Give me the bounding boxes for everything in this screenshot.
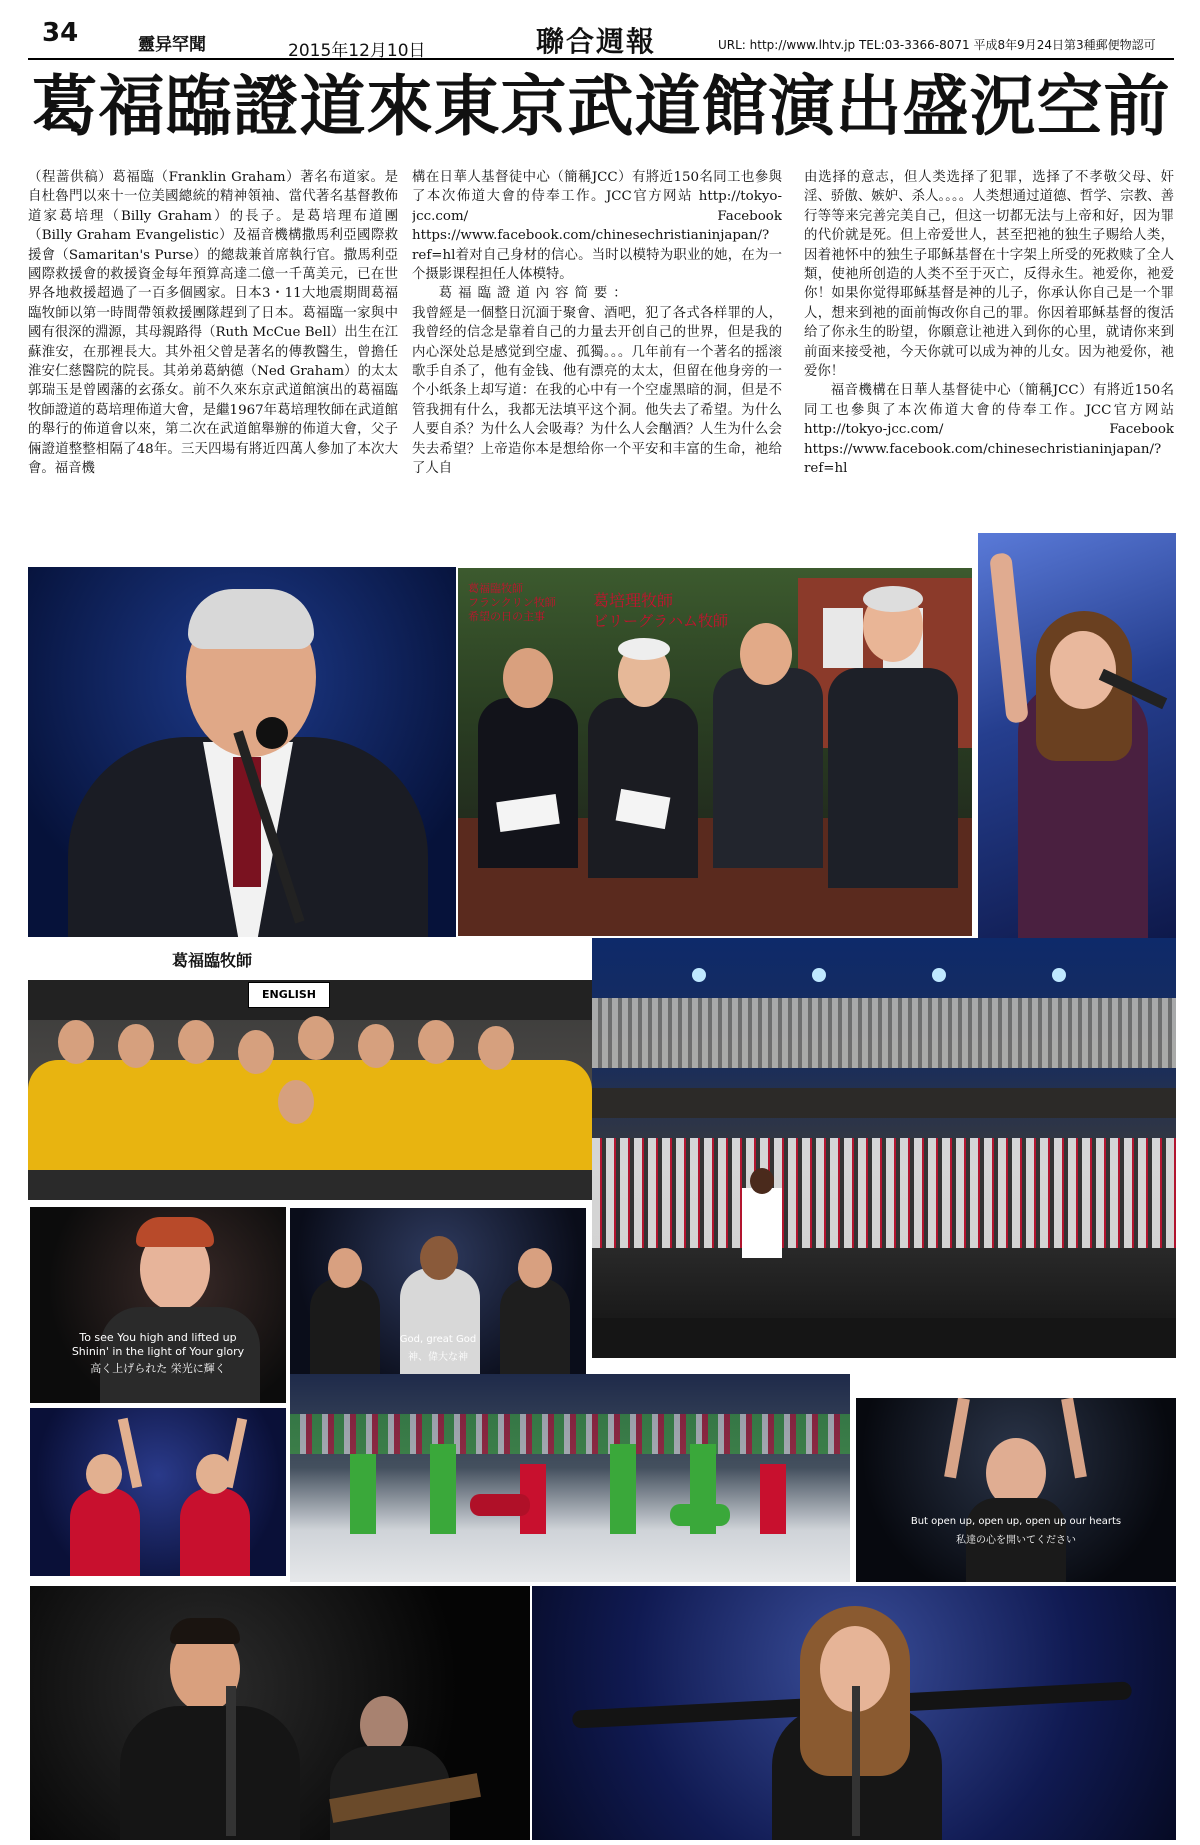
- photo-billy-graham-presidents: [458, 568, 972, 936]
- paper-logo: 聯合週報: [536, 25, 657, 58]
- lyrics-line: But open up, open up, open up our hearts: [910, 1516, 1122, 1527]
- lyrics-line: 高く上げられた 栄光に輝く: [90, 1362, 226, 1375]
- lyrics-line: God, great God: [399, 1334, 477, 1345]
- photo-overlay-label: 葛福臨牧師: [468, 582, 523, 595]
- photo-volunteers: [28, 980, 592, 1200]
- issue-date: 2015年12月10日: [288, 41, 426, 61]
- photo-overlay-label: 希望の日の主事: [468, 610, 545, 623]
- article-column-3: [804, 168, 1174, 546]
- photo-caption: 葛福臨牧師: [172, 951, 253, 970]
- article-text: 我曾經是一個整日沉湎于聚會、酒吧，犯了各式各样罪的人，我曾经的信念是靠着自己的力量去开创自己的世界，但是我的内心深处总是感觉到空虚、孤獨。。。几年前有一个著名的摇滚歌手自杀了，他有金钱、他有漂亮的太太，但留在他身旁的一个小纸条上却写道：在我的心中有一个空虚黑暗的洞，但是不管我拥有什么，我都无法填平这个洞。他失去了希望。为什么人要自杀？为什么人会吸毒？为什么人会酗酒？人生为什么会失去希望？上帝造你本是想给你一个平安和丰富的生命，祂给了人自: [412, 305, 782, 477]
- photo-overlay-label: 葛培理牧師: [593, 591, 674, 610]
- lyrics-line: 私達の心を開いてください: [956, 1535, 1076, 1546]
- article-column-1: [28, 168, 398, 546]
- photo-two-singers: [30, 1408, 286, 1576]
- headline: 葛福臨證道來東京武道館演出盛況空前: [31, 68, 1171, 145]
- article-subhead: 葛福臨證道內容简要：: [438, 286, 633, 302]
- english-sign: ENGLISH: [248, 982, 330, 1008]
- photo-bald-singer-lyrics: [856, 1398, 1176, 1582]
- lyrics-line: To see You high and lifted up: [79, 1331, 237, 1344]
- lyrics-line: Shinin' in the light of Your glory: [71, 1345, 245, 1358]
- photo-male-singer-guitarist: [30, 1586, 530, 1840]
- article-column-2: [412, 168, 782, 546]
- photo-overlay-label: フランクリン牧師: [468, 596, 556, 609]
- photo-female-singer-2: [532, 1586, 1176, 1840]
- article-text: （程蔷供稿）葛福臨（Franklin Graham）著名布道家。是自杜魯門以來十一位美國總統的精神領袖、當代著名基督教佈道家葛培理（Billy Graham）的長子。是葛培理布道團（Billy Graham Evangelistic）及福音機構撒馬利亞國際救援會（Samaritan's Purse）的總裁兼首席執行官。撒馬利亞國際救援會的救援資金每年預算高達二億一千萬美元，已在世界各地救援超過了一百多個國家。日本3・11大地震期間葛福臨牧師以第一時間帶領救援團隊趕到了日本。葛福臨一家與中國有很深的淵源，其母親路得（Ruth McCue Bell）出生在江蘇淮安，在那裡長大。其外祖父曾是著名的傳教醫生，曾擔任淮安仁慈醫院的院長。其弟弟葛納德（Ned Graham）的太太郭瑞玉是曾國藩的玄孫女。前不久來东京武道館演出的葛福臨牧師證道的葛培理佈道大會，是繼1967年葛培理牧師在武道館的舉行的佈道會以來，第二次在武道館舉辦的佈道大會，父子倆證道整整相隔了48年。三天四場有將近四萬人參加了本次大會。福音機: [28, 170, 398, 477]
- section-name: 靈异罕聞: [138, 35, 206, 55]
- photo-franklin-graham: [28, 567, 456, 937]
- photo-male-singer-lyrics: [30, 1207, 286, 1403]
- photo-worship-trio: [290, 1208, 586, 1376]
- photo-arena-choir: [592, 938, 1176, 1358]
- article-text: 構在日華人基督徒中心（簡稱JCC）有將近150名同工也參與了本次佈道大會的侍奉工作。JCC官方网站 http://tokyo-jcc.com/ Facebook https://www.facebook.com/chinesechristianinjapan/?ref=hl着对自己身材的信心。当时以模特为职业的她，在为一个摄影课程担任人体模特。: [412, 170, 782, 283]
- photo-overlay-label: ビリーグラハム牧師: [593, 612, 729, 630]
- page-number: 34: [42, 18, 79, 48]
- masthead-bar: [28, 14, 1174, 60]
- photo-female-singer-1: [978, 533, 1176, 973]
- lyrics-line: 神、偉大な神: [408, 1352, 468, 1363]
- contact-line: URL: http://www.lhtv.jp TEL:03-3366-8071 平成8年9月24日第3種郵便物認可: [718, 38, 1156, 52]
- photo-dancers: [290, 1374, 850, 1582]
- article-text: 由选择的意志，但人类选择了犯罪，选择了不孝敬父母、奸淫、骄傲、嫉妒、杀人。。。。人类想通过道德、哲学、宗教、善行等等来完善完美自己，但这一切都无法与上帝和好，因为罪的代价就是死。但上帝爱世人，甚至把祂的独生子赐给人类，因着祂怀中的独生子耶稣基督在十字架上所受的死救赎了全人類，使祂所创造的人类不至于灭亡，反得永生。祂爱你，祂爱你！如果你觉得耶稣基督是神的儿子，你承认你自己是一个罪人，想来到祂的面前悔改你自己的罪。你因着耶稣基督的復活给了你永生的盼望，你願意让祂进入到你的心里，就请你来到前面来接受祂，今天你就可以成为神的儿女。因为祂爱你，祂爱你！: [804, 170, 1174, 380]
- article-text: 福音機構在日華人基督徒中心（簡稱JCC）有將近150名同工也參與了本次佈道大會的侍奉工作。JCC官方网站 http://tokyo-jcc.com/ Facebook https://www.facebook.com/chinesechristianinjapan/?ref=hl: [804, 383, 1174, 477]
